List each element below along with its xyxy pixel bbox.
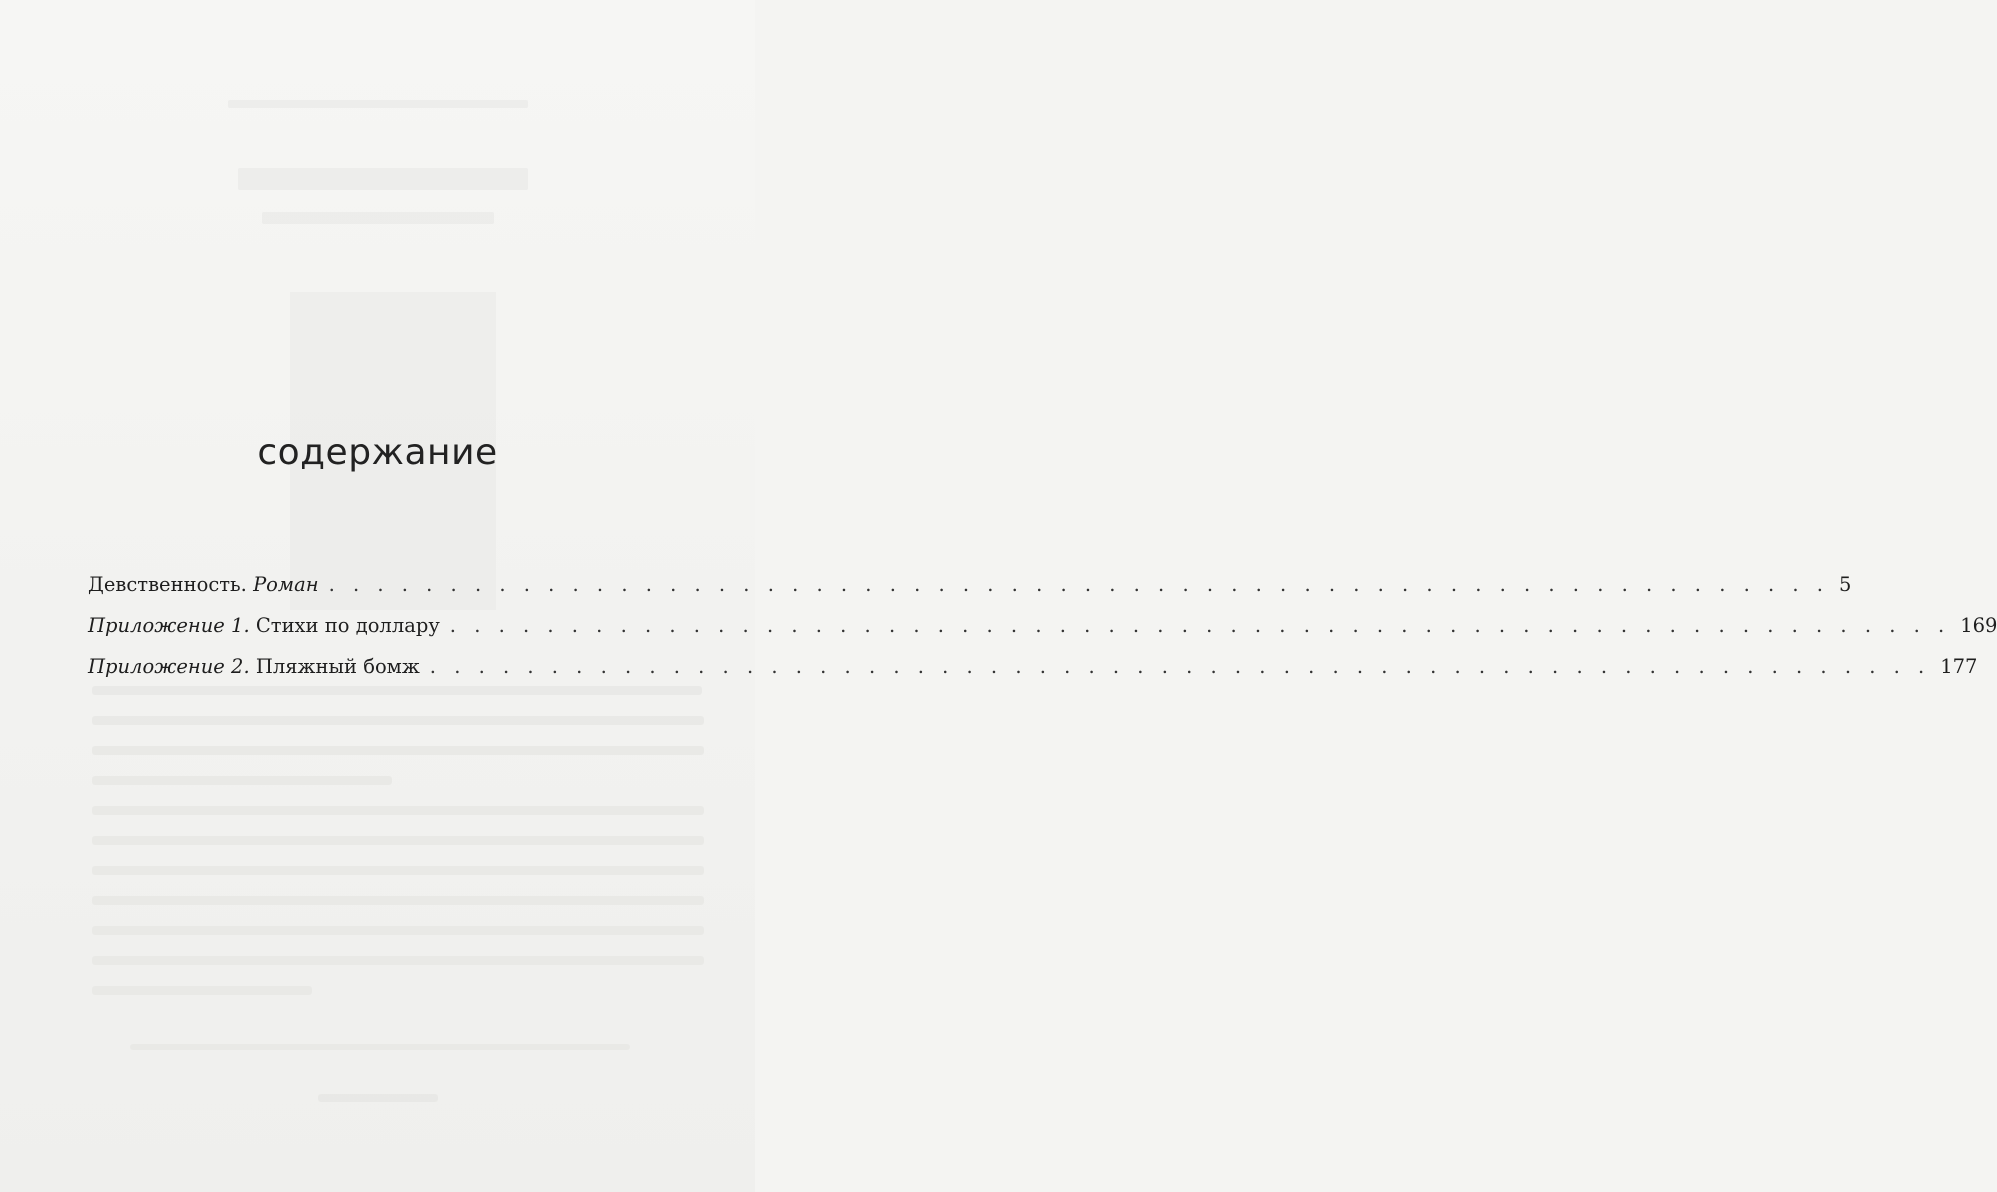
toc-entry-title-main: Девственность. xyxy=(88,573,254,596)
toc-entry-title-appendix: Приложение 1. xyxy=(88,614,250,637)
toc-entry[interactable] xyxy=(88,573,1852,614)
toc-entry-title-main: Стихи по доллару xyxy=(249,614,440,637)
bleed-through-text-line xyxy=(92,986,312,995)
toc-entry[interactable] xyxy=(88,614,1997,655)
bleed-through-imprint xyxy=(318,1094,438,1102)
toc-entry-title-genre: Роман xyxy=(253,573,319,596)
toc-page-number: 5 xyxy=(1838,573,1852,596)
toc-page-number: 169 xyxy=(1960,614,1997,637)
table-of-contents xyxy=(88,573,1997,696)
bleed-through-text-line xyxy=(92,866,704,875)
toc-page-number: 177 xyxy=(1940,655,1978,678)
toc-dot-leader: . . . . . . . . . . . . . . . . . . . . . . . . . . . . . . . . . . . . . . . . . . . . . . . . . . . . . . . . . . . . . . xyxy=(328,573,1829,596)
toc-entry-title-main: Пляжный бомж xyxy=(249,655,420,678)
toc-entry-title xyxy=(88,614,440,637)
bleed-through-text-line xyxy=(92,926,704,935)
toc-entry-title xyxy=(88,655,420,678)
bleed-through-line xyxy=(228,100,528,108)
page-title: содержание xyxy=(257,432,498,473)
toc-entry-title xyxy=(88,573,319,596)
bleed-through-text-line xyxy=(92,746,704,755)
bleed-through-text-line xyxy=(92,776,392,785)
toc-dot-leader: . . . . . . . . . . . . . . . . . . . . . . . . . . . . . . . . . . . . . . . . . . . . . . . . . . . . . . . . . . . . . . xyxy=(429,655,1931,678)
bleed-through-subtitle xyxy=(262,212,494,224)
bleed-through-title xyxy=(238,168,528,190)
toc-entry[interactable] xyxy=(88,655,1978,696)
bleed-through-text-line xyxy=(92,896,704,905)
bleed-through-text-line xyxy=(92,956,704,965)
toc-dot-leader: . . . . . . . . . . . . . . . . . . . . . . . . . . . . . . . . . . . . . . . . . . . . . . . . . . . . . . . . . . . . . . xyxy=(449,614,1951,637)
bleed-through-text-line xyxy=(92,716,704,725)
bleed-through-footnote xyxy=(130,1044,630,1050)
bleed-through-text-line xyxy=(92,836,704,845)
toc-entry-title-appendix: Приложение 2. xyxy=(88,655,250,678)
bleed-through-text-line xyxy=(92,806,704,815)
